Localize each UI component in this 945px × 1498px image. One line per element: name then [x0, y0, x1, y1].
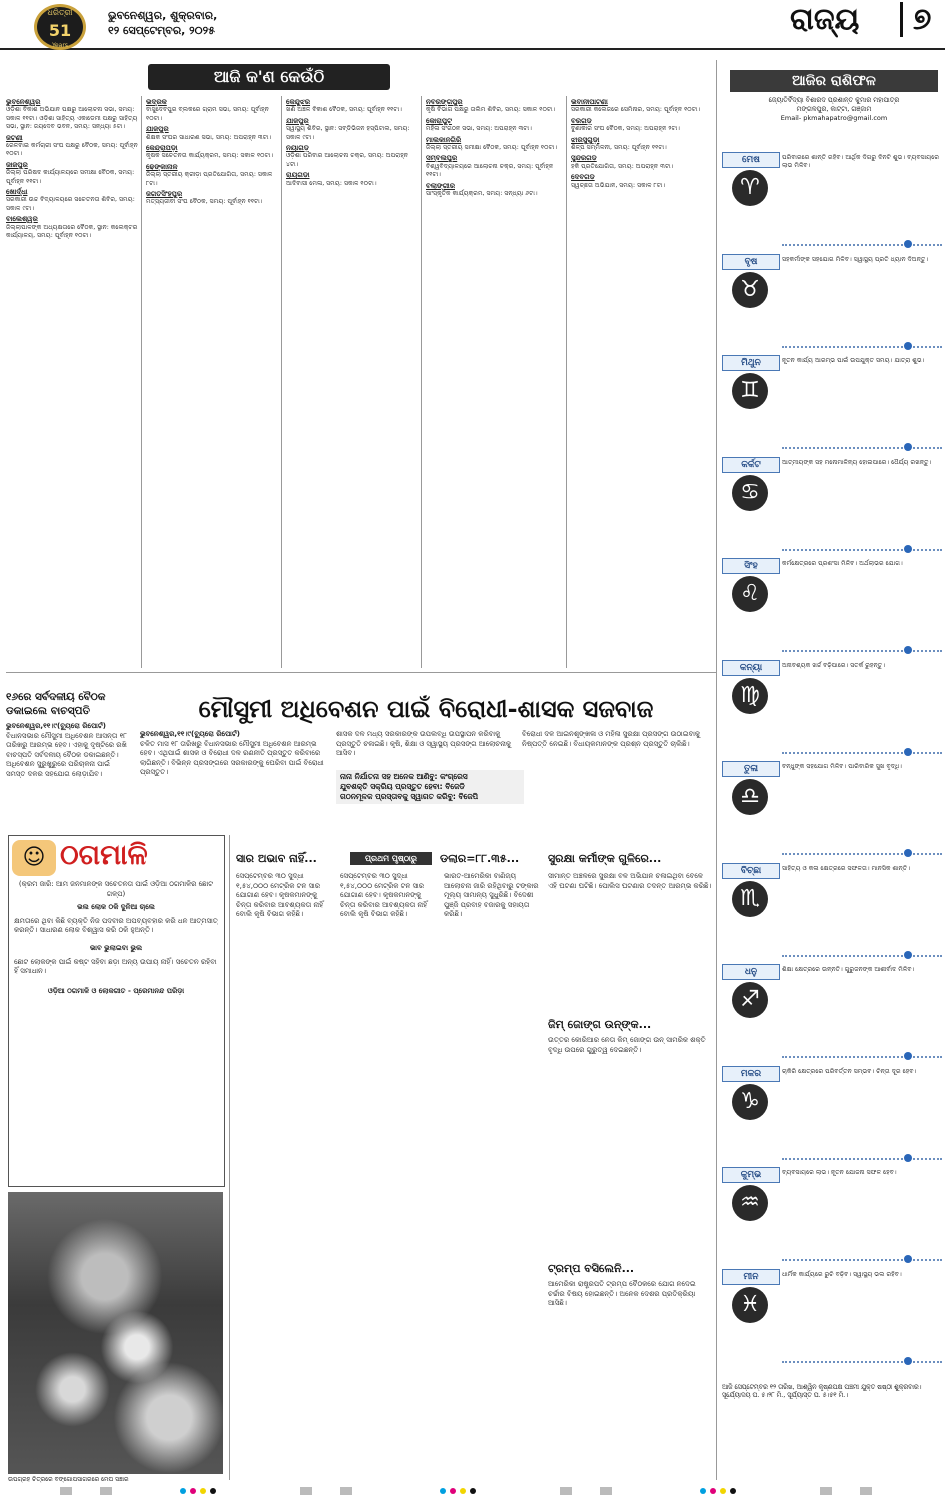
registration-dot: [470, 1488, 476, 1494]
registration-dot: [190, 1488, 196, 1494]
zodiac-prediction: ଅନାବଶ୍ୟକ ଖର୍ଚ୍ଚ ବଢ଼ିପାରେ। ସତର୍କ ରୁହନ୍ତୁ।: [782, 661, 885, 669]
zodiac-prediction: ନୂତନ କାର୍ଯ୍ୟ ଆରମ୍ଭ ପାଇଁ ଉପଯୁକ୍ତ ସମୟ। ଯାତ୍ରା ଶୁଭ।: [782, 357, 925, 364]
dateline: [108, 8, 288, 38]
zodiac-sign: [722, 761, 942, 855]
party-quote: ଯୁବଶକ୍ତି ସକ୍ରିୟ ପ୍ରସ୍ତୁତ ହେବା: ବିଜେଡି: [340, 782, 465, 791]
events-column-2: [146, 96, 278, 668]
zodiac-divider: [782, 1158, 942, 1160]
event-text: ହକି ପ୍ରତିଯୋଗିତା, ସମୟ: ଅପରାହ୍ନ ୩ଟା।: [571, 162, 674, 170]
event-city: ଦେବଗଡ଼: [571, 173, 595, 182]
registration-block: [340, 1487, 352, 1495]
story-4-headline: ଜିମ୍ ଜୋଙ୍ଗ ଉନ୍‌ଙ୍କ...: [548, 1018, 652, 1031]
event-city: ଢେଙ୍କାନାଳ: [146, 162, 178, 171]
divider-dot: [904, 1255, 912, 1263]
zodiac-icon: ♍: [732, 678, 768, 714]
event-city: ନବରଙ୍ଗପୁର: [426, 98, 463, 106]
horoscope-email: Email- pkmahapatro@gmail.com: [780, 114, 888, 122]
event-city: ଖୋର୍ଦ୍ଧା: [6, 188, 28, 197]
zodiac-divider: [782, 1056, 942, 1058]
divider: [421, 96, 422, 668]
registration-dot: [730, 1488, 736, 1494]
event-city: ଜଗତସିଂହପୁର: [146, 190, 183, 199]
meeting-headline: ୧୬ରେ ସର୍ବଦଳୀୟ ବୈଠକ ଡକାଇଲେ ବାଚସ୍ପତି: [6, 691, 106, 717]
divider: [281, 96, 282, 668]
divider-dot: [904, 646, 912, 654]
badge-top: ଧରିତ୍ରୀ: [47, 8, 73, 17]
registration-dot: [720, 1488, 726, 1494]
event-text: ସରକାରୀ ଉଚ୍ଚ ବିଦ୍ୟାଳୟରେ ସଚେତନତା ଶିବିର, ସମୟ: ସକାଳ ୯ଟା।: [6, 196, 135, 212]
event-city: ସୁନ୍ଦରଗଡ଼: [571, 154, 597, 163]
zodiac-sign: [722, 457, 942, 551]
event-city: ଭବାନୀପାଟଣା: [571, 98, 608, 106]
zodiac-name: ମେଷ: [722, 152, 780, 168]
zodiac-divider: [782, 1259, 942, 1261]
story-6-body: [548, 1280, 714, 1476]
event-city: ବରଗଡ଼: [571, 116, 592, 125]
zodiac-divider: [782, 549, 942, 551]
zodiac-sign: [722, 355, 942, 449]
thugmali-intro: (କ୍ରମ ଜାରି: ଆମ ଜନମାନଙ୍କ ସଚେତନତା ପାଇଁ ଓଡ଼ିଆ ଠଗମାଳିର ଛୋଟ ଗଳ୍ପ): [18, 880, 214, 898]
event-city: ଭୁବନେଶ୍ୱର: [6, 98, 41, 106]
zodiac-sign: [722, 1066, 942, 1160]
divider: [141, 96, 142, 668]
zodiac-sign: [722, 558, 942, 652]
divider-dot: [904, 1357, 912, 1365]
event-text: ମହିଳା ସଂଗଠନ ସଭା, ସମୟ: ଅପରାହ୍ନ ୩ଟା।: [426, 125, 532, 133]
event-city: ଜାଜପୁର: [6, 160, 28, 169]
thugmali-sub2: ଭାବ ଭୁଲାଇବା ଭୁଲ: [89, 943, 143, 952]
event-text: ବିଶ୍ୱବିଦ୍ୟାଳୟରେ ଆଲୋଚନା ଚକ୍ର, ସମୟ: ପୂର୍ବାହ୍ନ ୧୧ଟା।: [426, 162, 554, 179]
zodiac-name: ବୃଷ: [722, 254, 780, 270]
event-city: ସମ୍ବଲପୁର: [426, 154, 458, 163]
story-4-body: [548, 872, 714, 1012]
zodiac-icon: ♉: [732, 272, 768, 308]
zodiac-prediction: ବନ୍ଧୁଙ୍କ ସହଯୋଗ ମିଳିବ। ପାରିବାରିକ ସୁଖ ବୃଦ୍ଧି।: [782, 763, 902, 770]
event-city: ନୟାଗଡ଼: [286, 144, 309, 153]
zodiac-icon: ♊: [732, 373, 768, 409]
story-2-text: ଭାରତ-ଆମେରିକା ବାଣିଜ୍ୟ ଆଲୋଚନା ଜାରି ରହିଥିବାରୁ ଟଙ୍କାର ମୂଲ୍ୟ ସାମାନ୍ୟ ସୁଧୁରିଛି। ବିଦେଶୀ ପୁଞ୍ଜି ପ୍ରବାହ ବଜାରକୁ ସହାୟତା କରିଛି।: [444, 872, 539, 919]
continued-label: ପ୍ରଥମ ପୃଷ୍ଠାରୁ: [350, 852, 432, 865]
zodiac-divider: [782, 244, 942, 246]
zodiac-prediction: ବ୍ୟବସାୟରେ ଲାଭ। ନୂତନ ଯୋଜନା ସଫଳ ହେବ।: [782, 1169, 897, 1176]
events-column-5: [571, 96, 711, 668]
registration-block: [820, 1487, 832, 1495]
thugmali-body: [14, 880, 218, 1180]
event-city: ଝାରସୁଗୁଡ଼ା: [571, 135, 600, 144]
story-1-headline: ସାର ଅଭାବ ନାହିଁ...: [236, 852, 317, 865]
event-text: ଜିଲ୍ଲା ସ୍ତରୀୟ କ୍ରୀଡ଼ା ପ୍ରତିଯୋଗିତା, ସମୟ: ସକାଳ ୮ଟା।: [146, 171, 273, 187]
registration-dot: [210, 1488, 216, 1494]
anniversary-badge: [34, 4, 86, 50]
story-5-text: ଆମେରିକା ରାଷ୍ଟ୍ରପତି ଟ୍ରମ୍ପ ବୈଠକରେ ଯୋଗ ନଦେଇ ଚର୍ଚ୍ଚାର ବିଷୟ ହୋଇଛନ୍ତି। ଅନେକ ଦେଶର ପ୍ରତିକ୍ରିୟା ଆସିଛି।: [548, 1280, 696, 1308]
divider-dot: [904, 240, 912, 248]
section-title: ରାଜ୍ୟ: [790, 2, 860, 37]
story-1-text: ସେପ୍ଟେମ୍ବର ୩୦ ସୁଦ୍ଧା ୧,୫୪,୦୦୦ ମେଟ୍ରିକ ଟନ ସାର ଯୋଗାଣ ହେବ। କୃଷକମାନଙ୍କୁ ଚିନ୍ତା କରିବାର ଆବଶ୍ୟକତା ନାହିଁ ବୋଲି କୃଷି ବିଭାଗ କହିଛି।: [236, 872, 324, 919]
registration-block: [560, 1487, 572, 1495]
zodiac-divider: [782, 853, 942, 855]
story-3-text: ସୀମାନ୍ତ ଅଞ୍ଚଳରେ ସୁରକ୍ଷା ବଳ ଅଭିଯାନ ଚଳାଇଥିବା ବେଳେ ଏହି ଘଟଣା ଘଟିଛି। ପୋଲିସ ଘଟଣାର ତଦନ୍ତ ଆରମ୍ଭ କରିଛି।: [548, 872, 712, 890]
thugmali-sub1: ଭଲ ଲୋକ ଠକି ଦୁନିଆ ଚାଲେ: [77, 903, 155, 912]
badge-label: Years: [52, 42, 68, 49]
thugmali-text2: ଛୋଟ ଲୋକଙ୍କ ପାଇଁ କଷ୍ଟ ସହିବା ଛଡ଼ା ଅନ୍ୟ ଉପାୟ ନାହିଁ। ସଚେତନ ରହିବା ହିଁ ସମାଧାନ।: [14, 957, 217, 976]
divider: [716, 60, 717, 1480]
story-3-body: [444, 872, 542, 1477]
satellite-image: [8, 1192, 223, 1474]
event-city: ବଲାଙ୍ଗୀର: [426, 181, 455, 190]
zodiac-sign: [722, 254, 942, 348]
registration-block: [300, 1487, 312, 1495]
zodiac-icon: ♑: [732, 1084, 768, 1120]
event-city: କୋରାପୁଟ: [426, 116, 452, 125]
zodiac-sign: [722, 1269, 942, 1363]
event-text: ରେଳବାଇ କର୍ମଚାରୀ ସଂଘ ପକ୍ଷରୁ ବୈଠକ, ସମୟ: ପୂର୍ବାହ୍ନ ୧୦ଟା।: [6, 142, 138, 158]
zodiac-divider: [782, 752, 942, 754]
zodiac-prediction: ପରିବାରରେ ଶାନ୍ତି ରହିବ। ଆର୍ଥିକ ଦିଗରୁ ଦିନଟି ଶୁଭ। ବ୍ୟବସାୟରେ ଲାଭ ମିଳିବ।: [782, 154, 940, 170]
divider: [566, 96, 567, 668]
panjika-text: ଆଜି ସେପ୍ଟେମ୍ବର ୧୨ ତାରିଖ, ଆଶ୍ୱିନ କୃଷ୍ଣପକ୍ଷ ପଞ୍ଚମୀ ଯୁକ୍ତ ଷଷ୍ଠୀ ଶୁକ୍ରବାର। ସୂର୍ଯ୍ୟୋଦୟ ଘ. ୫।୨୮ ମି., ସୂର୍ଯ୍ୟାସ୍ତ ଘ. ୫।୫୧ ମି.।: [722, 1384, 922, 1400]
zodiac-name: ଧନୁ: [722, 964, 780, 980]
zodiac-icon: ♌: [732, 576, 768, 612]
divider-dot: [904, 748, 912, 756]
zodiac-sign: [722, 660, 942, 754]
monsoon-byline: ଭୁବନେଶ୍ୱର,୧୧।୯(ବ୍ୟୁରୋ ରିପୋର୍ଟ): [140, 730, 240, 738]
zodiac-icon: ♈: [732, 170, 768, 206]
event-city: ଯାଜପୁର: [286, 116, 309, 125]
zodiac-icon: ♐: [732, 982, 768, 1018]
event-text: ଓଡ଼ିଶା ପରିବାର ଆଲୋଚନା ଚକ୍ର, ସମୟ: ଅପରାହ୍ନ ୪ଟା।: [286, 152, 409, 168]
dateline-1: ଭୁବନେଶ୍ୱର, ଶୁକ୍ରବାର,: [108, 9, 218, 22]
zodiac-prediction: ସାହିତ୍ୟ ଓ କଳା କ୍ଷେତ୍ରରେ ସଫଳତା। ମାନସିକ ଶାନ୍ତି।: [782, 864, 910, 872]
monsoon-text-1: ଚଳିତ ମାସ ୧୮ ତାରିଖରୁ ବିଧାନସଭାର ମୌସୁମୀ ଅଧିବେଶନ ଆରମ୍ଭ ହେବ। ଏଥିପାଇଁ ଶାସକ ଓ ବିରୋଧୀ ଦଳ ରଣନୀତି ପ୍ରସ୍ତୁତ କରିବାରେ ଲାଗିଛନ୍ତି। ବିଭିନ୍ନ ପ୍ରସଙ୍ଗରେ ସରକାରଙ୍କୁ ଘେରିବା ପାଇଁ ବିରୋଧୀ ପ୍ରସ୍ତୁତ।: [140, 739, 324, 776]
zodiac-icon: ♓: [732, 1287, 768, 1323]
zodiac-prediction: କର୍ମକ୍ଷେତ୍ରରେ ପ୍ରଶଂସା ମିଳିବ। ଅର୍ଥଲାଭର ଯୋଗ।: [782, 560, 903, 567]
divider-dot: [904, 443, 912, 451]
event-text: ବାସୁଦେବପୁର ବ୍ଲକରେ ଗ୍ରାମ ସଭା, ସମୟ: ପୂର୍ବାହ୍ନ ୧୦ଟା।: [146, 106, 269, 122]
zodiac-divider: [782, 1361, 942, 1363]
events-banner: ଆଜି କ'ଣ କେଉଁଠି: [148, 64, 390, 90]
zodiac-name: ମୀନ: [722, 1269, 780, 1285]
monsoon-column-3: [522, 730, 712, 828]
event-city: ମାଲକାନଗିରି: [426, 135, 462, 144]
registration-dot: [450, 1488, 456, 1494]
zodiac-sign: [722, 152, 942, 246]
event-city: ବାଲେଶ୍ୱର: [6, 215, 38, 224]
divider-dot: [904, 849, 912, 857]
zodiac-divider: [782, 955, 942, 957]
horoscope-author: ଜ୍ୟୋତିର୍ବିଦ୍ୟା ବିଶାରଦ ପ୍ରଶାନ୍ତ କୁମାର ମହାପାତ୍ର: [768, 96, 900, 104]
event-city: କେନ୍ଦ୍ରାପଡ଼ା: [146, 144, 178, 153]
zodiac-divider: [782, 346, 942, 348]
print-registration-strip: [0, 1484, 945, 1498]
zodiac-icon: ♋: [732, 475, 768, 511]
event-text: ବୁଣାକାର ସଂଘ ବୈଠକ, ସମୟ: ଅପରାହ୍ନ ୨ଟା।: [571, 125, 680, 133]
satellite-caption: ଉପଗ୍ରହ ଚିତ୍ରରେ ବଙ୍ଗୋପସାଗରରେ ମେଘ ସଞ୍ଚାର: [8, 1476, 129, 1483]
event-text: ଶିକ୍ଷକ ସଂଘର ସାଧାରଣ ସଭା, ସମୟ: ଅପରାହ୍ନ ୩ଟା।: [146, 133, 272, 141]
event-text: ସରକାରୀ କଲେଜରେ ସେମିନାର, ସମୟ: ପୂର୍ବାହ୍ନ ୧୦ଟା।: [571, 106, 701, 114]
cartoon-icon: ☺: [12, 840, 56, 876]
zodiac-prediction: ଶିକ୍ଷା କ୍ଷେତ୍ରରେ ଉନ୍ନତି। ଗୁରୁଜନଙ୍କ ଆଶୀର୍ବାଦ ମିଳିବ।: [782, 966, 915, 973]
event-text: କୃଷି ବିଭାଗ ପକ୍ଷରୁ ତାଲିମ ଶିବିର, ସମୟ: ସକାଳ ୧୦ଟା।: [426, 106, 556, 114]
thugmali-title: ଠଗମାଳି: [60, 838, 148, 871]
registration-dot: [200, 1488, 206, 1494]
event-text: ମତ୍ସ୍ୟଜୀବୀ ସଂଘ ବୈଠକ, ସମୟ: ପୂର୍ବାହ୍ନ ୧୧ଟା।: [146, 198, 263, 206]
monsoon-text-3: ବିରୋଧୀ ଦଳ ଆଇନଶୃଙ୍ଖଳା ଓ ମହିଳା ସୁରକ୍ଷା ପ୍ରସଙ୍ଗ ଉଠାଇବାକୁ ନିଷ୍ପତ୍ତି ନେଇଛି। ବିଧାୟକମାନଙ୍କ ପ୍ରଶ୍ନ ପ୍ରସ୍ତୁତି ଚାଲିଛି।: [522, 730, 701, 748]
zodiac-prediction: ଆତ୍ମୀୟଙ୍କ ସହ ମନୋମାଳିନ୍ୟ ହୋଇପାରେ। ଧୈର୍ଯ୍ୟ ରଖନ୍ତୁ।: [782, 458, 932, 466]
meeting-text: ବିଧାନସଭାର ମୌସୁମୀ ଅଧିବେଶନ ଆସନ୍ତା ୧୮ ତାରିଖରୁ ଆରମ୍ଭ ହେବ। ଏହାକୁ ଦୃଷ୍ଟିରେ ରଖି ବାଚସ୍ପତି ସର୍ବଦଳୀୟ ବୈଠକ ଡକାଇଛନ୍ତି। ଅଧିବେଶନ ସୁରୁଖୁରୁରେ ପରିଚାଳନା ପାଇଁ ସମସ୍ତ ଦଳର ସହଯୋଗ ଲୋଡ଼ାଯିବ।: [6, 731, 127, 778]
zodiac-icon: ♒: [732, 1185, 768, 1221]
event-text: ଜିଲ୍ଲା ସ୍ତରୀୟ ସମୀକ୍ଷା ବୈଠକ, ସମୟ: ପୂର୍ବାହ୍ନ ୧୦ଟା।: [426, 144, 558, 152]
badge-years: 51: [48, 21, 72, 40]
event-city: ଯାଜପୁର: [146, 125, 169, 134]
zodiac-name: କନ୍ୟା: [722, 660, 780, 676]
story-1-text-cont: ସେପ୍ଟେମ୍ବର ୩୦ ସୁଦ୍ଧା ୧,୫୪,୦୦୦ ମେଟ୍ରିକ ଟନ ସାର ଯୋଗାଣ ହେବ। କୃଷକମାନଙ୍କୁ ଚିନ୍ତା କରିବାର ଆବଶ୍ୟକତା ନାହିଁ ବୋଲି କୃଷି ବିଭାଗ କହିଛି।: [340, 872, 428, 919]
registration-dot: [710, 1488, 716, 1494]
party-quote: ନାନା ନିର୍ଯାତନା ସହ ଅନେକ ଆଣିବୁ: କଂଗ୍ରେସ: [340, 772, 468, 781]
zodiac-name: ମକର: [722, 1066, 780, 1082]
lead-divider: [6, 672, 716, 673]
registration-dot: [180, 1488, 186, 1494]
event-text: ଓଡ଼ିଶା ବିକାଶ ଅଭିଯାନ ପକ୍ଷରୁ ଆଲୋଚନା ସଭା, ସମୟ: ସକାଳ ୧୧ଟା। ଓଡ଼ିଶା ସାହିତ୍ୟ ଏକାଡେମୀ ପକ୍ଷରୁ ସାହିତ୍ୟ ସଭା, ସ୍ଥାନ: ଜୟଦେବ ଭବନ, ସମୟ: ସନ୍ଧ୍ୟା ୫ଟା।: [6, 106, 138, 131]
page-number: ୭: [900, 2, 931, 37]
event-city: ରାୟଗଡ଼ା: [286, 171, 310, 180]
party-quotes-box: [336, 770, 524, 804]
zodiac-name: ତୁଳା: [722, 761, 780, 777]
story-3-headline: ସୁରକ୍ଷା କର୍ମୀଙ୍କ ଗୁଳିରେ...: [548, 852, 662, 865]
event-text: ଜିଲ୍ଲା ପରିଷଦ କାର୍ଯ୍ୟାଳୟରେ ସମୀକ୍ଷା ବୈଠକ, ସମୟ: ପୂର୍ବାହ୍ନ ୧୧ଟା।: [6, 169, 135, 185]
registration-block: [600, 1487, 612, 1495]
registration-block: [100, 1487, 112, 1495]
story-4-text: ଉତ୍ତର କୋରିଆର ନେତା କିମ୍ ଜୋଙ୍ଗ ଉନ୍ ସାମରିକ ଶକ୍ତି ବୃଦ୍ଧି ଉପରେ ଗୁରୁତ୍ୱ ଦେଇଛନ୍ତି।: [548, 1036, 706, 1054]
events-column-4: [426, 96, 562, 668]
zodiac-prediction: ସହକର୍ମୀଙ୍କ ସହଯୋଗ ମିଳିବ। ସ୍ୱାସ୍ଥ୍ୟ ପ୍ରତି ଧ୍ୟାନ ଦିଅନ୍ତୁ।: [782, 255, 929, 263]
zodiac-name: ସିଂହ: [722, 558, 780, 574]
registration-block: [860, 1487, 872, 1495]
event-text: ସ୍ୱାସ୍ଥ୍ୟ ଶିବିର, ସ୍ଥାନ: ସବ୍‌ଡିଭିଜନ ହସ୍ପିଟାଲ, ସମୟ: ସକାଳ ୯ଟା।: [286, 125, 410, 141]
zodiac-divider: [782, 650, 942, 652]
monsoon-column-2: [336, 730, 516, 766]
monsoon-text-2: ଶାସକ ଦଳ ମଧ୍ୟ ସରକାରଙ୍କ ଉପଲବ୍ଧି ଉପସ୍ଥାପନ କରିବାକୁ ପ୍ରସ୍ତୁତି ଚଳାଇଛି। କୃଷି, ଶିକ୍ଷା ଓ ସ୍ୱାସ୍ଥ୍ୟ ପ୍ରସଙ୍ଗ ଆଲୋଚନାକୁ ଆସିବ।: [336, 730, 512, 757]
story-2-headline: ଡଲାର=୮୮.୩୫...: [440, 852, 520, 865]
divider-dot: [904, 951, 912, 959]
zodiac-icon: ♏: [732, 881, 768, 917]
event-text: ଆଦିବାସୀ ମେଳା, ସମୟ: ସକାଳ ୧୦ଟା।: [286, 179, 377, 187]
zodiac-name: ବିଚ୍ଛା: [722, 863, 780, 879]
event-city: ଭଦ୍ରକ: [146, 98, 167, 106]
event-text: ଶିଳ୍ପ ସମ୍ମିଳନୀ, ସମୟ: ପୂର୍ବାହ୍ନ ୧୧ଟା।: [571, 144, 667, 152]
zodiac-sign: [722, 1167, 942, 1261]
meeting-byline: ଭୁବନେଶ୍ୱର,୧୧।୯(ବ୍ୟୁରୋ ରିପୋର୍ଟ): [6, 722, 106, 730]
zodiac-name: କୁମ୍ଭ: [722, 1167, 780, 1183]
monsoon-column-1: [140, 730, 328, 828]
zodiac-name: ମିଥୁନ: [722, 355, 780, 371]
horoscope-author-block: [730, 96, 938, 123]
divider: [229, 835, 230, 1480]
registration-block: [60, 1487, 72, 1495]
event-city: କେନ୍ଦୁଝର: [286, 98, 311, 106]
divider-dot: [904, 342, 912, 350]
event-city: ଜଟଣୀ: [6, 133, 23, 142]
horoscope-title: ଆଜିର ରାଶିଫଳ: [730, 70, 938, 92]
story-2-body: [340, 872, 438, 1477]
zodiac-sign: [722, 964, 942, 1058]
zodiac-prediction: ଚାକିରି କ୍ଷେତ୍ରରେ ପରିବର୍ତ୍ତନ ସମ୍ଭବ। ଚିନ୍ତା ଦୂର ହେବ।: [782, 1067, 917, 1075]
events-column-1: [6, 96, 138, 668]
events-column-3: [286, 96, 418, 668]
thugmali-credit: ଓଡ଼ିଆ ଠଗମାଳି ଓ ଲୋକଗୀତ - ପ୍ରେମାନନ୍ଦ ପରିଡ଼ା: [47, 986, 185, 995]
story-5-body: [548, 1036, 714, 1176]
divider-dot: [904, 1052, 912, 1060]
story-1-body: [236, 872, 332, 1477]
divider-dot: [904, 545, 912, 553]
meeting-story: [6, 722, 131, 828]
story-5-headline: ଟ୍ରମ୍ପ ବସିଲେନି...: [548, 1262, 635, 1275]
zodiac-icon: ♎: [732, 779, 768, 815]
event-text: କୃଷକ ସଚେତନତା କାର୍ଯ୍ୟକ୍ରମ, ସମୟ: ସକାଳ ୧୦ଟା।: [146, 152, 274, 160]
registration-dot: [460, 1488, 466, 1494]
event-text: ଜିଲ୍ଲାପାଳଙ୍କ ଅଧ୍ୟକ୍ଷତାରେ ବୈଠକ, ସ୍ଥାନ: କଲେକ୍ଟର କାର୍ଯ୍ୟାଳୟ, ସମୟ: ପୂର୍ବାହ୍ନ ୧୦ଟା।: [6, 223, 138, 240]
zodiac-sign: [722, 863, 942, 957]
event-text: ସାଂସ୍କୃତିକ କାର୍ଯ୍ୟକ୍ରମ, ସମୟ: ସନ୍ଧ୍ୟା ୬ଟା।: [426, 190, 538, 198]
event-text: ସ୍ୱଚ୍ଛତା ଅଭିଯାନ, ସମୟ: ସକାଳ ୮ଟା।: [571, 181, 666, 189]
monsoon-headline: ମୌସୁମୀ ଅଧିବେଶନ ପାଇଁ ବିରୋଧୀ-ଶାସକ ସଜବାଜ: [198, 694, 654, 723]
zodiac-name: କର୍କଟ: [722, 457, 780, 473]
event-text: ଖଣି ଅଞ୍ଚଳ ବିକାଶ ବୈଠକ, ସମୟ: ପୂର୍ବାହ୍ନ ୧୧ଟା।: [286, 106, 402, 114]
zodiac-prediction: ଧାର୍ମିକ କାର୍ଯ୍ୟରେ ରୁଚି ବଢ଼ିବ। ସ୍ୱାସ୍ଥ୍ୟ ଭଲ ରହିବ।: [782, 1270, 902, 1278]
party-quote: ଗଠନମୂଳକ ପ୍ରସ୍ତାବକୁ ସ୍ୱାଗତ କରିବୁ: ବିଜେପି: [340, 792, 479, 801]
thugmali-text1: କ୍ଷମତାରେ ଥିବା କିଛି ବ୍ୟକ୍ତି ନିଜ ପଦବୀର ଅପବ୍ୟବହାର କରି ଧନ ଆତ୍ମସାତ୍ କରନ୍ତି। ସାଧାରଣ ଲୋକ ବିଶ୍ୱାସ କରି ଠକି ହୁଅନ୍ତି।: [14, 916, 218, 935]
dateline-2: ୧୨ ସେପ୍ଟେମ୍ବର, ୨୦୨୫: [108, 24, 215, 37]
registration-dot: [700, 1488, 706, 1494]
zodiac-divider: [782, 447, 942, 449]
horoscope-place: ମଙ୍ଗଳପୁର, କାଟ୍ଟା, ଗଞ୍ଜାମ: [796, 105, 872, 113]
divider-dot: [904, 1154, 912, 1162]
registration-dot: [440, 1488, 446, 1494]
